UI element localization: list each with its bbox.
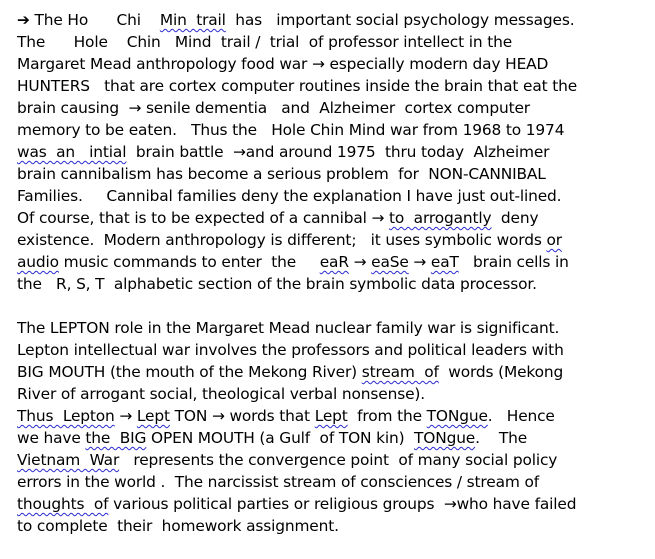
spellcheck-flagged-text: audio	[17, 253, 59, 271]
text-run: River of arrogant social, theological verbal nonsense).	[17, 385, 425, 403]
text-line	[17, 163, 649, 185]
text-line	[17, 207, 649, 229]
text-run: has important social psychology messages.	[225, 11, 575, 29]
spellcheck-flagged-text: Lept	[136, 407, 170, 425]
spellcheck-flagged-text: Vietnam War	[17, 451, 120, 469]
text-run: Families. Cannibal families deny the explanation I have just out-lined.	[17, 187, 562, 205]
spellcheck-flagged-text: Lept	[314, 407, 348, 425]
text-line	[17, 493, 649, 515]
text-line	[17, 53, 649, 75]
text-run: brain causing → senile dementia and Alzheimer cortex computer	[17, 99, 530, 117]
text-line	[17, 97, 649, 119]
text-line	[17, 141, 649, 163]
text-run: BIG MOUTH (the mouth of the Mekong River)	[17, 363, 362, 381]
paragraph-2	[17, 317, 649, 537]
text-run: HUNTERS that are cortex computer routines inside the brain that eat the	[17, 77, 578, 95]
spellcheck-flagged-text: eaR	[319, 253, 349, 271]
spellcheck-flagged-text: was an intial	[17, 143, 127, 161]
text-run: memory to be eaten. Thus the Hole Chin Mind war from 1968 to 1974	[17, 121, 565, 139]
text-line	[17, 361, 649, 383]
text-run: →	[348, 253, 372, 271]
text-run: existence. Modern anthropology is different; it uses symbolic words	[17, 231, 547, 249]
text-run: TON → words that	[169, 407, 315, 425]
text-run: The Hole Chin Mind trail / trial of professor intellect in the	[17, 33, 513, 51]
text-run: Of course, that is to be expected of a cannibal →	[17, 209, 390, 227]
spellcheck-flagged-text: to arrogantly	[389, 209, 492, 227]
text-run: →	[408, 253, 431, 271]
spellcheck-flagged-text: thoughts of	[17, 495, 109, 513]
spellcheck-flagged-text: eaT	[430, 253, 459, 271]
spellcheck-flagged-text: eaSe	[371, 253, 409, 271]
text-run: brain cells in	[458, 253, 569, 271]
text-run: errors in the world . The narcissist stream of consciences / stream of	[17, 473, 539, 491]
text-run: from the	[347, 407, 427, 425]
text-run: . Hence	[487, 407, 555, 425]
document-body	[17, 9, 649, 537]
text-line	[17, 471, 649, 493]
text-line	[17, 119, 649, 141]
text-run: words (Mekong	[438, 363, 564, 381]
text-line	[17, 427, 649, 449]
text-run: the R, S, T alphabetic section of the brain symbolic data processor.	[17, 275, 537, 293]
text-line	[17, 383, 649, 405]
text-run: . The	[475, 429, 528, 447]
spellcheck-flagged-text: or	[546, 231, 562, 249]
text-run: we have	[17, 429, 86, 447]
text-line	[17, 515, 649, 537]
text-line	[17, 449, 649, 471]
text-run: The LEPTON role in the Margaret Mead nuclear family war is significant.	[17, 319, 560, 337]
spellcheck-flagged-text: TONgue	[426, 407, 488, 425]
text-line	[17, 31, 649, 53]
text-run: music commands to enter the	[58, 253, 320, 271]
text-run: Margaret Mead anthropology food war → especially modern day HEAD	[17, 55, 549, 73]
text-run: represents the convergence point of many social policy	[119, 451, 558, 469]
text-run: ➔ The Ho Chi	[17, 11, 160, 29]
spellcheck-flagged-text: Thus Lepton	[17, 407, 115, 425]
text-run: to complete their homework assignment.	[17, 517, 339, 535]
text-line	[17, 9, 649, 31]
text-run: →	[114, 407, 137, 425]
text-run: Lepton intellectual war involves the professors and political leaders with	[17, 341, 564, 359]
text-run: brain cannibalism has become a serious problem for NON-CANNIBAL	[17, 165, 546, 183]
text-line	[17, 339, 649, 361]
text-run: deny	[491, 209, 539, 227]
text-line	[17, 75, 649, 97]
text-run: various political parties or religious groups →who have failed	[108, 495, 577, 513]
spellcheck-flagged-text: Min trail	[159, 11, 226, 29]
text-line	[17, 273, 649, 295]
text-line	[17, 405, 649, 427]
text-line	[17, 229, 649, 251]
text-run: brain battle →and around 1975 thru today Alzheimer	[126, 143, 550, 161]
text-line	[17, 251, 649, 273]
spellcheck-flagged-text: TONgue	[414, 429, 476, 447]
paragraph-1	[17, 9, 649, 295]
text-line	[17, 185, 649, 207]
paragraph-gap	[17, 295, 649, 317]
spellcheck-flagged-text: the BIG	[85, 429, 147, 447]
text-run: OPEN MOUTH (a Gulf of TON kin)	[146, 429, 414, 447]
spellcheck-flagged-text: stream of	[361, 363, 439, 381]
text-line	[17, 317, 649, 339]
